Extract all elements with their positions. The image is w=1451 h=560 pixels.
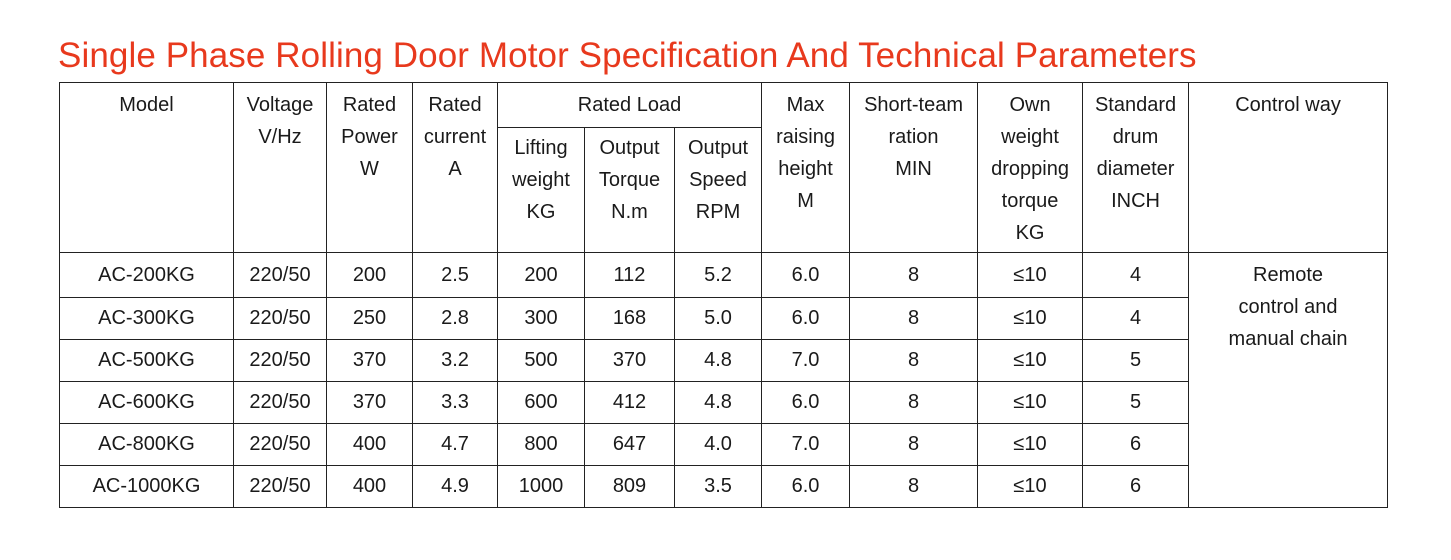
cell-voltage: 220/50	[234, 253, 327, 298]
header-drum-diameter: Standard drum diameter INCH	[1083, 83, 1189, 253]
cell-current: 4.9	[413, 466, 498, 508]
cell-lifting-weight: 600	[498, 382, 585, 424]
cell-current: 4.7	[413, 424, 498, 466]
cell-drum-diameter: 6	[1083, 424, 1189, 466]
cell-output-speed: 5.2	[675, 253, 762, 298]
header-output-speed: Output Speed RPM	[675, 128, 762, 253]
cell-max-height: 6.0	[762, 382, 850, 424]
cell-dropping-torque: ≤10	[978, 253, 1083, 298]
table-row	[60, 298, 1388, 340]
cell-output-torque: 412	[585, 382, 675, 424]
cell-model: AC-1000KG	[60, 466, 234, 508]
header-lifting-weight: Lifting weight KG	[498, 128, 585, 253]
cell-voltage: 220/50	[234, 424, 327, 466]
cell-model: AC-200KG	[60, 253, 234, 298]
cell-model: AC-300KG	[60, 298, 234, 340]
cell-lifting-weight: 200	[498, 253, 585, 298]
cell-duration: 8	[850, 340, 978, 382]
cell-duration: 8	[850, 253, 978, 298]
header-rated-load: Rated Load	[498, 83, 762, 128]
cell-output-torque: 647	[585, 424, 675, 466]
cell-output-speed: 4.8	[675, 340, 762, 382]
cell-drum-diameter: 5	[1083, 382, 1189, 424]
cell-power: 200	[327, 253, 413, 298]
header-rated-current: Rated current A	[413, 83, 498, 253]
cell-control-way: Remote control and manual chain	[1189, 253, 1388, 508]
table-row	[60, 253, 1388, 298]
cell-model: AC-500KG	[60, 340, 234, 382]
cell-lifting-weight: 500	[498, 340, 585, 382]
cell-lifting-weight: 800	[498, 424, 585, 466]
cell-max-height: 6.0	[762, 466, 850, 508]
cell-voltage: 220/50	[234, 382, 327, 424]
cell-max-height: 7.0	[762, 424, 850, 466]
cell-dropping-torque: ≤10	[978, 298, 1083, 340]
cell-duration: 8	[850, 298, 978, 340]
table-row	[60, 424, 1388, 466]
spec-table	[59, 82, 1388, 508]
cell-model: AC-800KG	[60, 424, 234, 466]
header-voltage: Voltage V/Hz	[234, 83, 327, 253]
cell-voltage: 220/50	[234, 298, 327, 340]
table-row	[60, 340, 1388, 382]
page-title: Single Phase Rolling Door Motor Specification And Technical Parameters	[58, 36, 1197, 75]
cell-lifting-weight: 300	[498, 298, 585, 340]
cell-output-speed: 4.0	[675, 424, 762, 466]
cell-power: 370	[327, 340, 413, 382]
cell-model: AC-600KG	[60, 382, 234, 424]
cell-output-speed: 4.8	[675, 382, 762, 424]
cell-output-torque: 370	[585, 340, 675, 382]
cell-output-speed: 5.0	[675, 298, 762, 340]
header-dropping-torque: Own weight dropping torque KG	[978, 83, 1083, 253]
cell-duration: 8	[850, 424, 978, 466]
cell-duration: 8	[850, 382, 978, 424]
cell-power: 400	[327, 466, 413, 508]
table-row	[60, 382, 1388, 424]
cell-current: 2.5	[413, 253, 498, 298]
header-rated-power: Rated Power W	[327, 83, 413, 253]
cell-drum-diameter: 5	[1083, 340, 1189, 382]
header-output-torque: Output Torque N.m	[585, 128, 675, 253]
cell-max-height: 7.0	[762, 340, 850, 382]
cell-current: 3.2	[413, 340, 498, 382]
cell-voltage: 220/50	[234, 340, 327, 382]
cell-current: 3.3	[413, 382, 498, 424]
cell-drum-diameter: 4	[1083, 298, 1189, 340]
cell-drum-diameter: 4	[1083, 253, 1189, 298]
cell-lifting-weight: 1000	[498, 466, 585, 508]
cell-voltage: 220/50	[234, 466, 327, 508]
cell-power: 400	[327, 424, 413, 466]
table-row	[60, 466, 1388, 508]
cell-dropping-torque: ≤10	[978, 340, 1083, 382]
cell-power: 370	[327, 382, 413, 424]
cell-power: 250	[327, 298, 413, 340]
cell-output-torque: 112	[585, 253, 675, 298]
cell-max-height: 6.0	[762, 253, 850, 298]
header-duration: Short-team ration MIN	[850, 83, 978, 253]
cell-output-torque: 168	[585, 298, 675, 340]
cell-dropping-torque: ≤10	[978, 382, 1083, 424]
header-max-height: Max raising height M	[762, 83, 850, 253]
cell-dropping-torque: ≤10	[978, 466, 1083, 508]
cell-current: 2.8	[413, 298, 498, 340]
cell-output-speed: 3.5	[675, 466, 762, 508]
header-control-way: Control way	[1189, 83, 1388, 253]
cell-max-height: 6.0	[762, 298, 850, 340]
cell-duration: 8	[850, 466, 978, 508]
cell-drum-diameter: 6	[1083, 466, 1189, 508]
cell-output-torque: 809	[585, 466, 675, 508]
cell-dropping-torque: ≤10	[978, 424, 1083, 466]
header-model: Model	[60, 83, 234, 253]
